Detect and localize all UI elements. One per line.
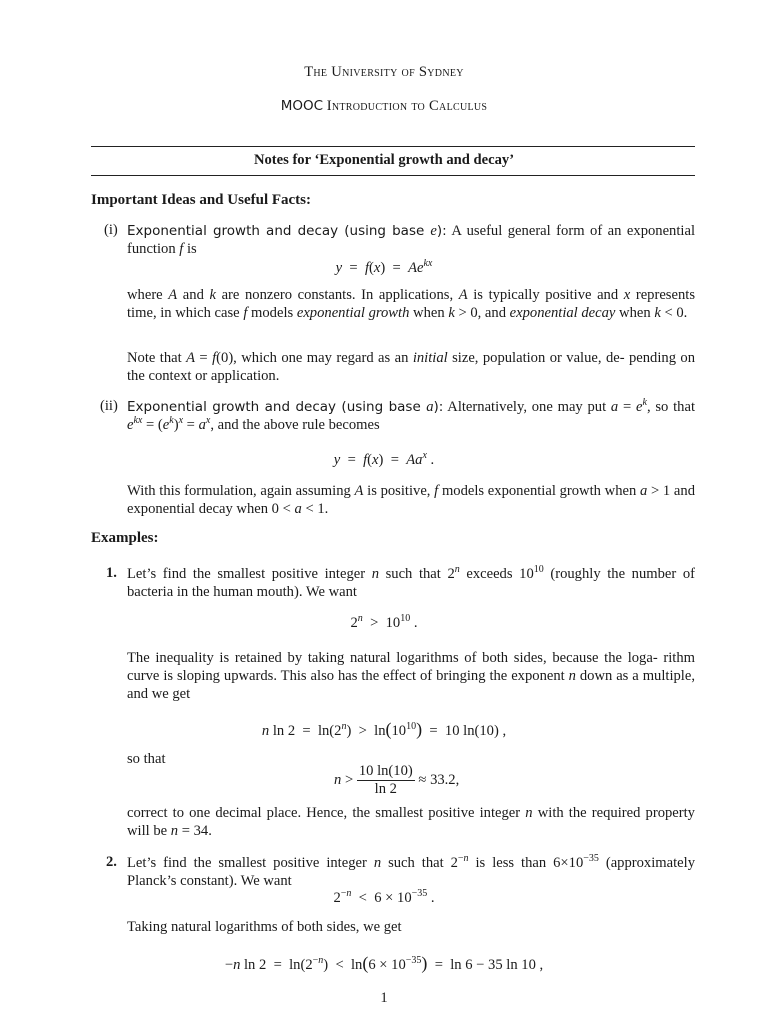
course-title: MOOC Introduction to Calculus (280, 98, 488, 114)
example-1-fraction: n > $\frac{10 \ln(10)}{\ln 2}$ ≈ 33.2, (334, 763, 460, 797)
university-name: The University of Sydney (304, 64, 464, 80)
item-i-explanation: where A and k are nonzero constants. In applications, A is typically positive and x represents time, in which case f models exponential growth when k > 0, and exponential decay when k < 0. (127, 287, 695, 321)
example-2-paragraph: Taking natural logarithms of both sides, we get (127, 919, 402, 935)
examples-heading: Examples: (91, 530, 159, 546)
example-2-log-chain: −n $\ln 2 = \ln(2^{-n}) < \ln(6 \times 10^{-35}) = \ln 6 - 35$ ln 10 , (224, 953, 544, 973)
bottom-rule (91, 175, 695, 176)
page-number: 1 (380, 990, 388, 1006)
item-i-text: Exponential growth and decay (using base e): A useful general form of an exponential function f is (127, 223, 695, 257)
item-ii-explanation: With this formulation, again assuming A is positive, f models exponential growth when a > 1 and exponential decay when 0 < a < 1. (127, 483, 696, 517)
example-1-marker: 1. (106, 565, 117, 581)
formula-base-a: y = f(x) = Aa$^x$ . (333, 450, 435, 468)
example-1-inequality: $2^n > 10^{10}$ . (350, 613, 418, 631)
item-i-marker: (i) (104, 222, 118, 238)
item-ii-marker: (ii) (100, 398, 118, 414)
example-1-so-that: so that (127, 751, 166, 767)
item-i-note: Note that A = f(0), which one may regard as an initial size, population or value, de- pending on the context or application. (127, 350, 696, 384)
example-1-conclusion: correct to one decimal place. Hence, the smallest positive integer n with the required property will be n = 34. (127, 805, 695, 839)
example-2-intro: Let’s find the smallest positive integer n such that $2^{-n}$ is less than $6\times 10^{-35}$ (approximately Planck’s constant). We want (127, 853, 695, 889)
notes-title: Notes for ‘Exponential growth and decay’ (253, 152, 515, 168)
example-1-intro: Let’s find the smallest positive integer n such that 2$^n$ exceeds $10^{10}$ (roughly the number of bacteria in the human mouth). We want (127, 564, 695, 600)
example-2-inequality: $2^{-n} < 6 \times 10^{-35}$ . (333, 888, 435, 906)
item-ii-text: Exponential growth and decay (using base a): Alternatively, one may put $a = e^k$, so that $e^{kx} = (e^k)^x = a^x$, and the above rule becomes (127, 397, 695, 433)
example-2-marker: 2. (106, 854, 117, 870)
formula-base-e: $y = f(x) = Ae^{kx}$ (335, 258, 433, 276)
example-1-log-chain: n $\ln 2 = \ln(2^n) > \ln(10^{10}) = 10$ ln(10) , (261, 719, 507, 739)
important-heading: Important Ideas and Useful Facts: (91, 192, 312, 208)
top-rule (91, 146, 695, 147)
example-1-paragraph: The inequality is retained by taking natural logarithms of both sides, because the loga- rithm curve is sloping upwards. This also has the effect of bringing the exponent n down as a multiple, and we get (127, 650, 695, 702)
